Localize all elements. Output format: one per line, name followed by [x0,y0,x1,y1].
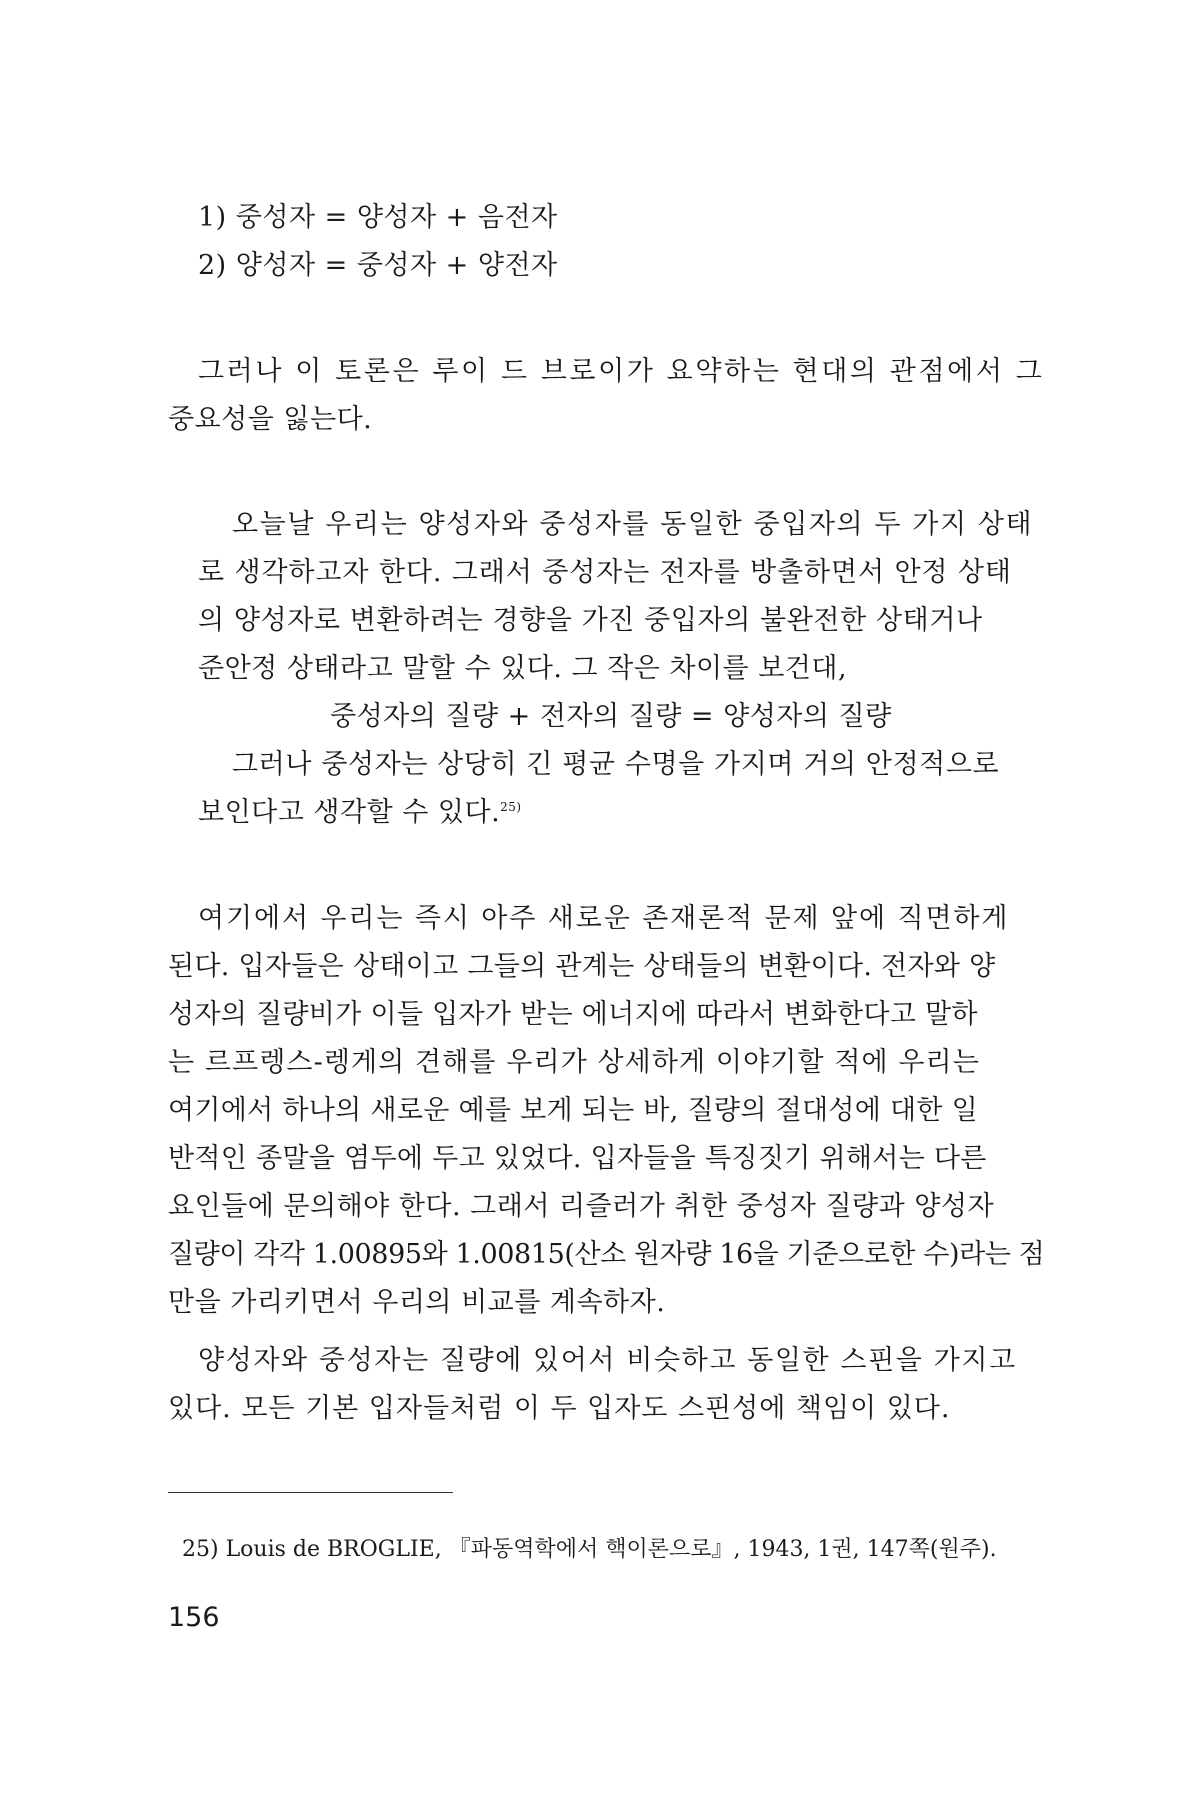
paragraph-2-line-1: 여기에서 우리는 즉시 아주 새로운 존재론적 문제 앞에 직면하게 [198,903,1010,934]
quote-line-5: 그러나 중성자는 상당히 긴 평균 수명을 가지며 거의 안정적으로 [232,749,1000,780]
equation-2: 2) 양성자 = 중성자 + 양전자 [198,250,558,281]
paragraph-2-line-9: 만을 가리키면서 우리의 비교를 계속하자. [168,1287,666,1318]
paragraph-3-line-2: 있다. 모든 기본 입자들처럼 이 두 입자도 스핀성에 책임이 있다. [168,1393,951,1424]
paragraph-2-line-3: 성자의 질량비가 이들 입자가 받는 에너지에 따라서 변화한다고 말하 [168,999,978,1030]
equation-1: 1) 중성자 = 양성자 + 음전자 [198,202,558,233]
paragraph-2-line-4: 는 르프렝스-렝게의 견해를 우리가 상세하게 이야기할 적에 우리는 [168,1047,980,1078]
footnote-25: 25) Louis de BROGLIE, 『파동역학에서 핵이론으로』, 1943, 1권, 147쪽(원주). [182,1537,997,1562]
paragraph-2-line-5: 여기에서 하나의 새로운 예를 보게 되는 바, 질량의 절대성에 대한 일 [168,1095,979,1126]
footnote-reference: 25) [500,800,522,814]
quote-line-6-text: 보인다고 생각할 수 있다. [198,797,501,828]
paragraph-2-line-6: 반적인 종말을 염두에 두고 있었다. 입자들을 특징짓기 위해서는 다른 [168,1143,987,1174]
paragraph-1-line-2: 중요성을 잃는다. [168,404,373,435]
paragraph-3-line-1: 양성자와 중성자는 질량에 있어서 비슷하고 동일한 스핀을 가지고 [198,1345,1017,1376]
footnote-divider [168,1492,453,1493]
paragraph-2-line-8: 질량이 각각 1.00895와 1.00815(산소 원자량 16을 기준으로한 수)라는 점 [168,1239,1045,1270]
paragraph-1-line-1: 그러나 이 토론은 루이 드 브로이가 요약하는 현대의 관점에서 그 [198,356,1045,387]
page-number: 156 [168,1602,220,1633]
quote-formula: 중성자의 질량 + 전자의 질량 = 양성자의 질량 [330,701,892,732]
quote-line-3: 의 양성자로 변환하려는 경향을 가진 중입자의 불완전한 상태거나 [198,605,983,636]
paragraph-2-line-2: 된다. 입자들은 상태이고 그들의 관계는 상태들의 변환이다. 전자와 양 [168,951,996,982]
quote-line-4: 준안정 상태라고 말할 수 있다. 그 작은 차이를 보건대, [198,653,848,684]
quote-line-1: 오늘날 우리는 양성자와 중성자를 동일한 중입자의 두 가지 상태 [232,509,1034,540]
quote-line-6 [198,793,522,833]
paragraph-2-line-7: 요인들에 문의해야 한다. 그래서 리즐러가 취한 중성자 질량과 양성자 [168,1191,995,1222]
quote-line-2: 로 생각하고자 한다. 그래서 중성자는 전자를 방출하면서 안정 상태 [198,557,1012,588]
